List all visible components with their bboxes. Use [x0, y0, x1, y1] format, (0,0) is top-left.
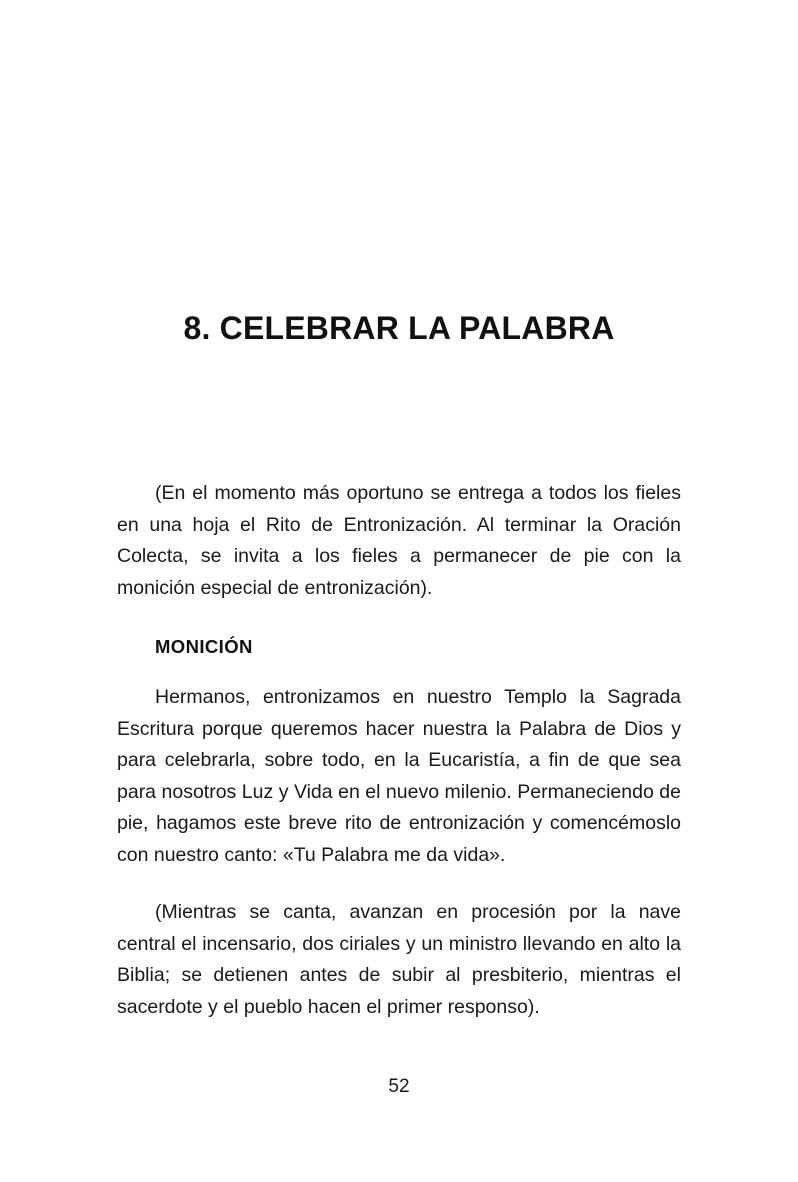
- rubric-intro-paragraph: (En el momento más oportuno se entrega a todos los fieles en una hoja el Rito de Entronización. Al terminar la Oración Colecta, se invita a los fieles a permanecer de pie con la monición especial de entronización).: [117, 482, 681, 599]
- monicion-paragraph: Hermanos, entronizamos en nuestro Templo la Sagrada Escritura porque queremos hacer nuestra la Palabra de Dios y para celebrarla, sobre todo, en la Eucaristía, a fin de que sea para nosotros Luz y Vida en el nuevo milenio. Permaneciendo de pie, hagamos este breve rito de entronización y comencémoslo con nuestro canto: «Tu Palabra me da vida».: [117, 686, 681, 866]
- section-heading-monicion: MONICIÓN: [155, 636, 253, 657]
- page-title: 8. CELEBRAR LA PALABRA: [183, 310, 615, 346]
- rubric-procession-paragraph: (Mientras se canta, avanzan en procesión por la nave central el incensario, dos ciriales y un ministro llevando en alto la Biblia; se detienen antes de subir al presbiterio, mientras el sacerdote y el pueblo hacen el primer responso).: [117, 901, 681, 1018]
- body-text-block: [117, 478, 681, 1023]
- page-number: 52: [388, 1076, 410, 1097]
